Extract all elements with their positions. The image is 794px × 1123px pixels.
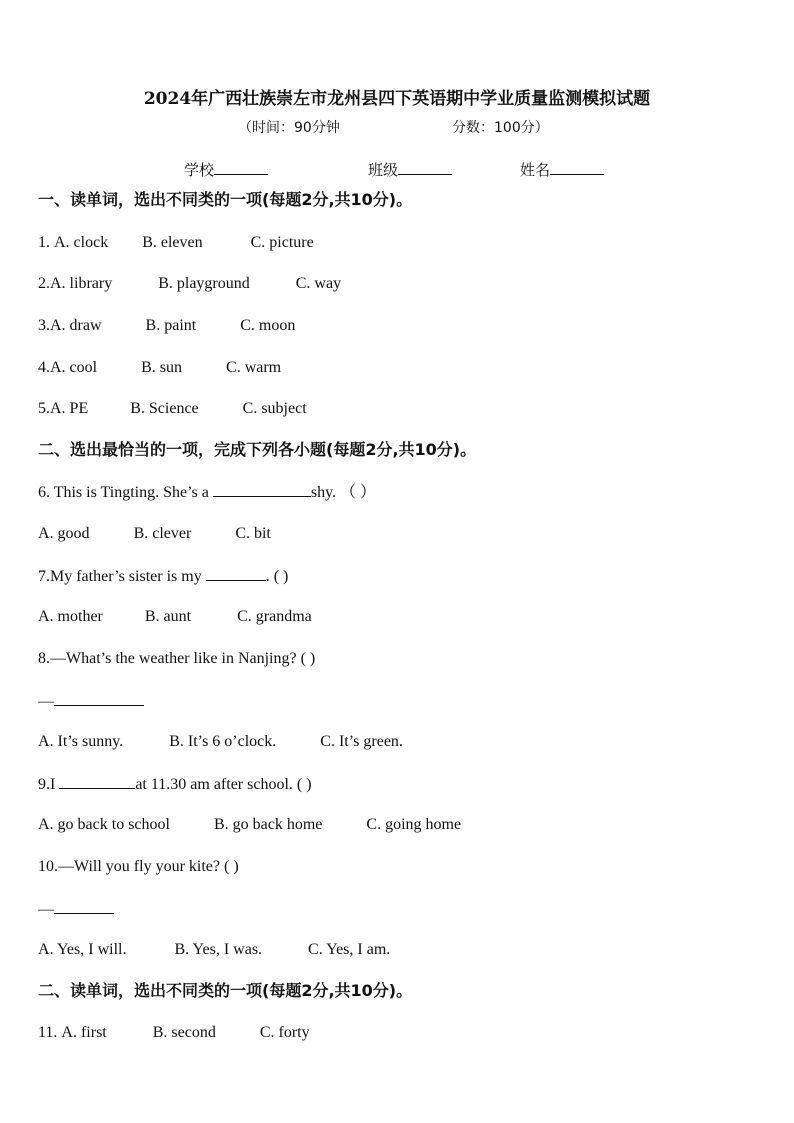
q11-option-b: B. second xyxy=(152,1024,216,1041)
class-label: 班级 xyxy=(368,161,399,179)
question-8 xyxy=(38,649,315,669)
q2-option-b: B. playground xyxy=(158,275,250,292)
q5-option-b: B. Science xyxy=(130,400,199,417)
q11-option-c: C. forty xyxy=(259,1024,310,1041)
q10-option-c: C. Yes, I am. xyxy=(308,941,391,958)
question-1 xyxy=(38,233,314,253)
q8-text: 8.—What’s the weather like in Nanjing? ( ) xyxy=(38,650,316,667)
question-3 xyxy=(38,316,295,336)
q9-blank[interactable] xyxy=(59,774,135,789)
q7-text-pre: 7.My father’s sister is my xyxy=(38,568,206,585)
q7-blank[interactable] xyxy=(206,566,266,581)
question-5 xyxy=(38,399,307,419)
q10-dash: — xyxy=(38,901,54,918)
q8-dash: — xyxy=(38,693,54,710)
section-1-heading: 一、读单词，选出不同类的一项(每题2分,共10分)。 xyxy=(38,190,413,209)
q5-option-a: A. PE xyxy=(50,400,89,417)
q8-option-b: B. It’s 6 o’clock. xyxy=(169,733,277,750)
q10-option-b: B. Yes, I was. xyxy=(174,941,263,958)
q4-option-b: B. sun xyxy=(141,359,183,376)
q11-num: 11. xyxy=(38,1024,62,1041)
question-8-answer xyxy=(38,691,144,712)
school-field xyxy=(184,159,268,180)
question-4 xyxy=(38,358,281,378)
q5-num: 5. xyxy=(38,400,50,417)
question-10 xyxy=(38,857,239,877)
question-7 xyxy=(38,566,288,587)
q4-num: 4. xyxy=(38,359,50,376)
school-blank[interactable] xyxy=(214,160,268,175)
question-9 xyxy=(38,774,312,795)
class-field xyxy=(368,159,452,180)
question-11 xyxy=(38,1023,310,1043)
page-title: 2024年广西壮族崇左市龙州县四下英语期中学业质量监测模拟试题 xyxy=(143,89,651,109)
question-10-options xyxy=(38,940,390,960)
q9-text-post: at 11.30 am after school. ( ) xyxy=(135,776,312,793)
class-blank[interactable] xyxy=(398,160,452,175)
q3-num: 3. xyxy=(38,317,50,334)
q1-num: 1. xyxy=(38,234,54,251)
question-6-options xyxy=(38,524,271,544)
question-2 xyxy=(38,274,341,294)
q9-option-a: A. go back to school xyxy=(38,816,170,833)
q3-option-c: C. moon xyxy=(240,317,296,334)
q11-option-a: A. first xyxy=(61,1024,107,1041)
q9-text-pre: 9.I xyxy=(38,776,60,793)
q7-text-post: . ( ) xyxy=(265,568,289,585)
q3-option-a: A. draw xyxy=(50,317,102,334)
q8-option-a: A. It’s sunny. xyxy=(38,733,124,750)
q8-blank[interactable] xyxy=(54,691,144,706)
q10-blank[interactable] xyxy=(54,899,114,914)
question-8-options xyxy=(38,732,403,752)
q5-option-c: C. subject xyxy=(242,400,307,417)
q6-option-b: B. clever xyxy=(133,525,192,542)
q6-option-c: C. bit xyxy=(235,525,271,542)
q1-option-a: A. clock xyxy=(54,234,109,251)
question-7-options xyxy=(38,607,312,627)
q9-option-c: C. going home xyxy=(366,816,462,833)
q4-option-a: A. cool xyxy=(50,359,98,376)
q7-option-a: A. mother xyxy=(38,608,103,625)
question-6 xyxy=(38,482,376,503)
q6-option-a: A. good xyxy=(38,525,90,542)
q1-option-b: B. eleven xyxy=(142,234,203,251)
question-10-answer xyxy=(38,899,114,920)
q9-option-b: B. go back home xyxy=(213,816,323,833)
q1-option-c: C. picture xyxy=(250,234,314,251)
name-label: 姓名 xyxy=(520,161,551,179)
section-2-heading: 二、选出最恰当的一项，完成下列各小题(每题2分,共10分)。 xyxy=(38,440,477,459)
q2-option-c: C. way xyxy=(295,275,342,292)
q7-option-b: B. aunt xyxy=(144,608,192,625)
name-blank[interactable] xyxy=(550,160,604,175)
section-3-heading: 二、读单词，选出不同类的一项(每题2分,共10分)。 xyxy=(38,981,413,1000)
q6-blank[interactable] xyxy=(213,482,311,497)
q10-option-a: A. Yes, I will. xyxy=(38,941,127,958)
q4-option-c: C. warm xyxy=(226,359,282,376)
q2-num: 2. xyxy=(38,275,50,292)
q6-text-post: shy. （ ） xyxy=(310,484,377,501)
q6-text-pre: 6. This is Tingting. She’s a xyxy=(38,484,213,501)
q7-option-c: C. grandma xyxy=(237,608,312,625)
exam-score: 分数：100分） xyxy=(452,120,549,136)
name-field xyxy=(520,159,604,180)
exam-time: （时间：90分钟 xyxy=(238,120,340,136)
q3-option-b: B. paint xyxy=(145,317,197,334)
question-9-options xyxy=(38,815,461,835)
q2-option-a: A. library xyxy=(50,275,113,292)
q10-text: 10.—Will you fly your kite? ( ) xyxy=(38,858,239,875)
q8-option-c: C. It’s green. xyxy=(320,733,403,750)
school-label: 学校 xyxy=(184,161,215,179)
